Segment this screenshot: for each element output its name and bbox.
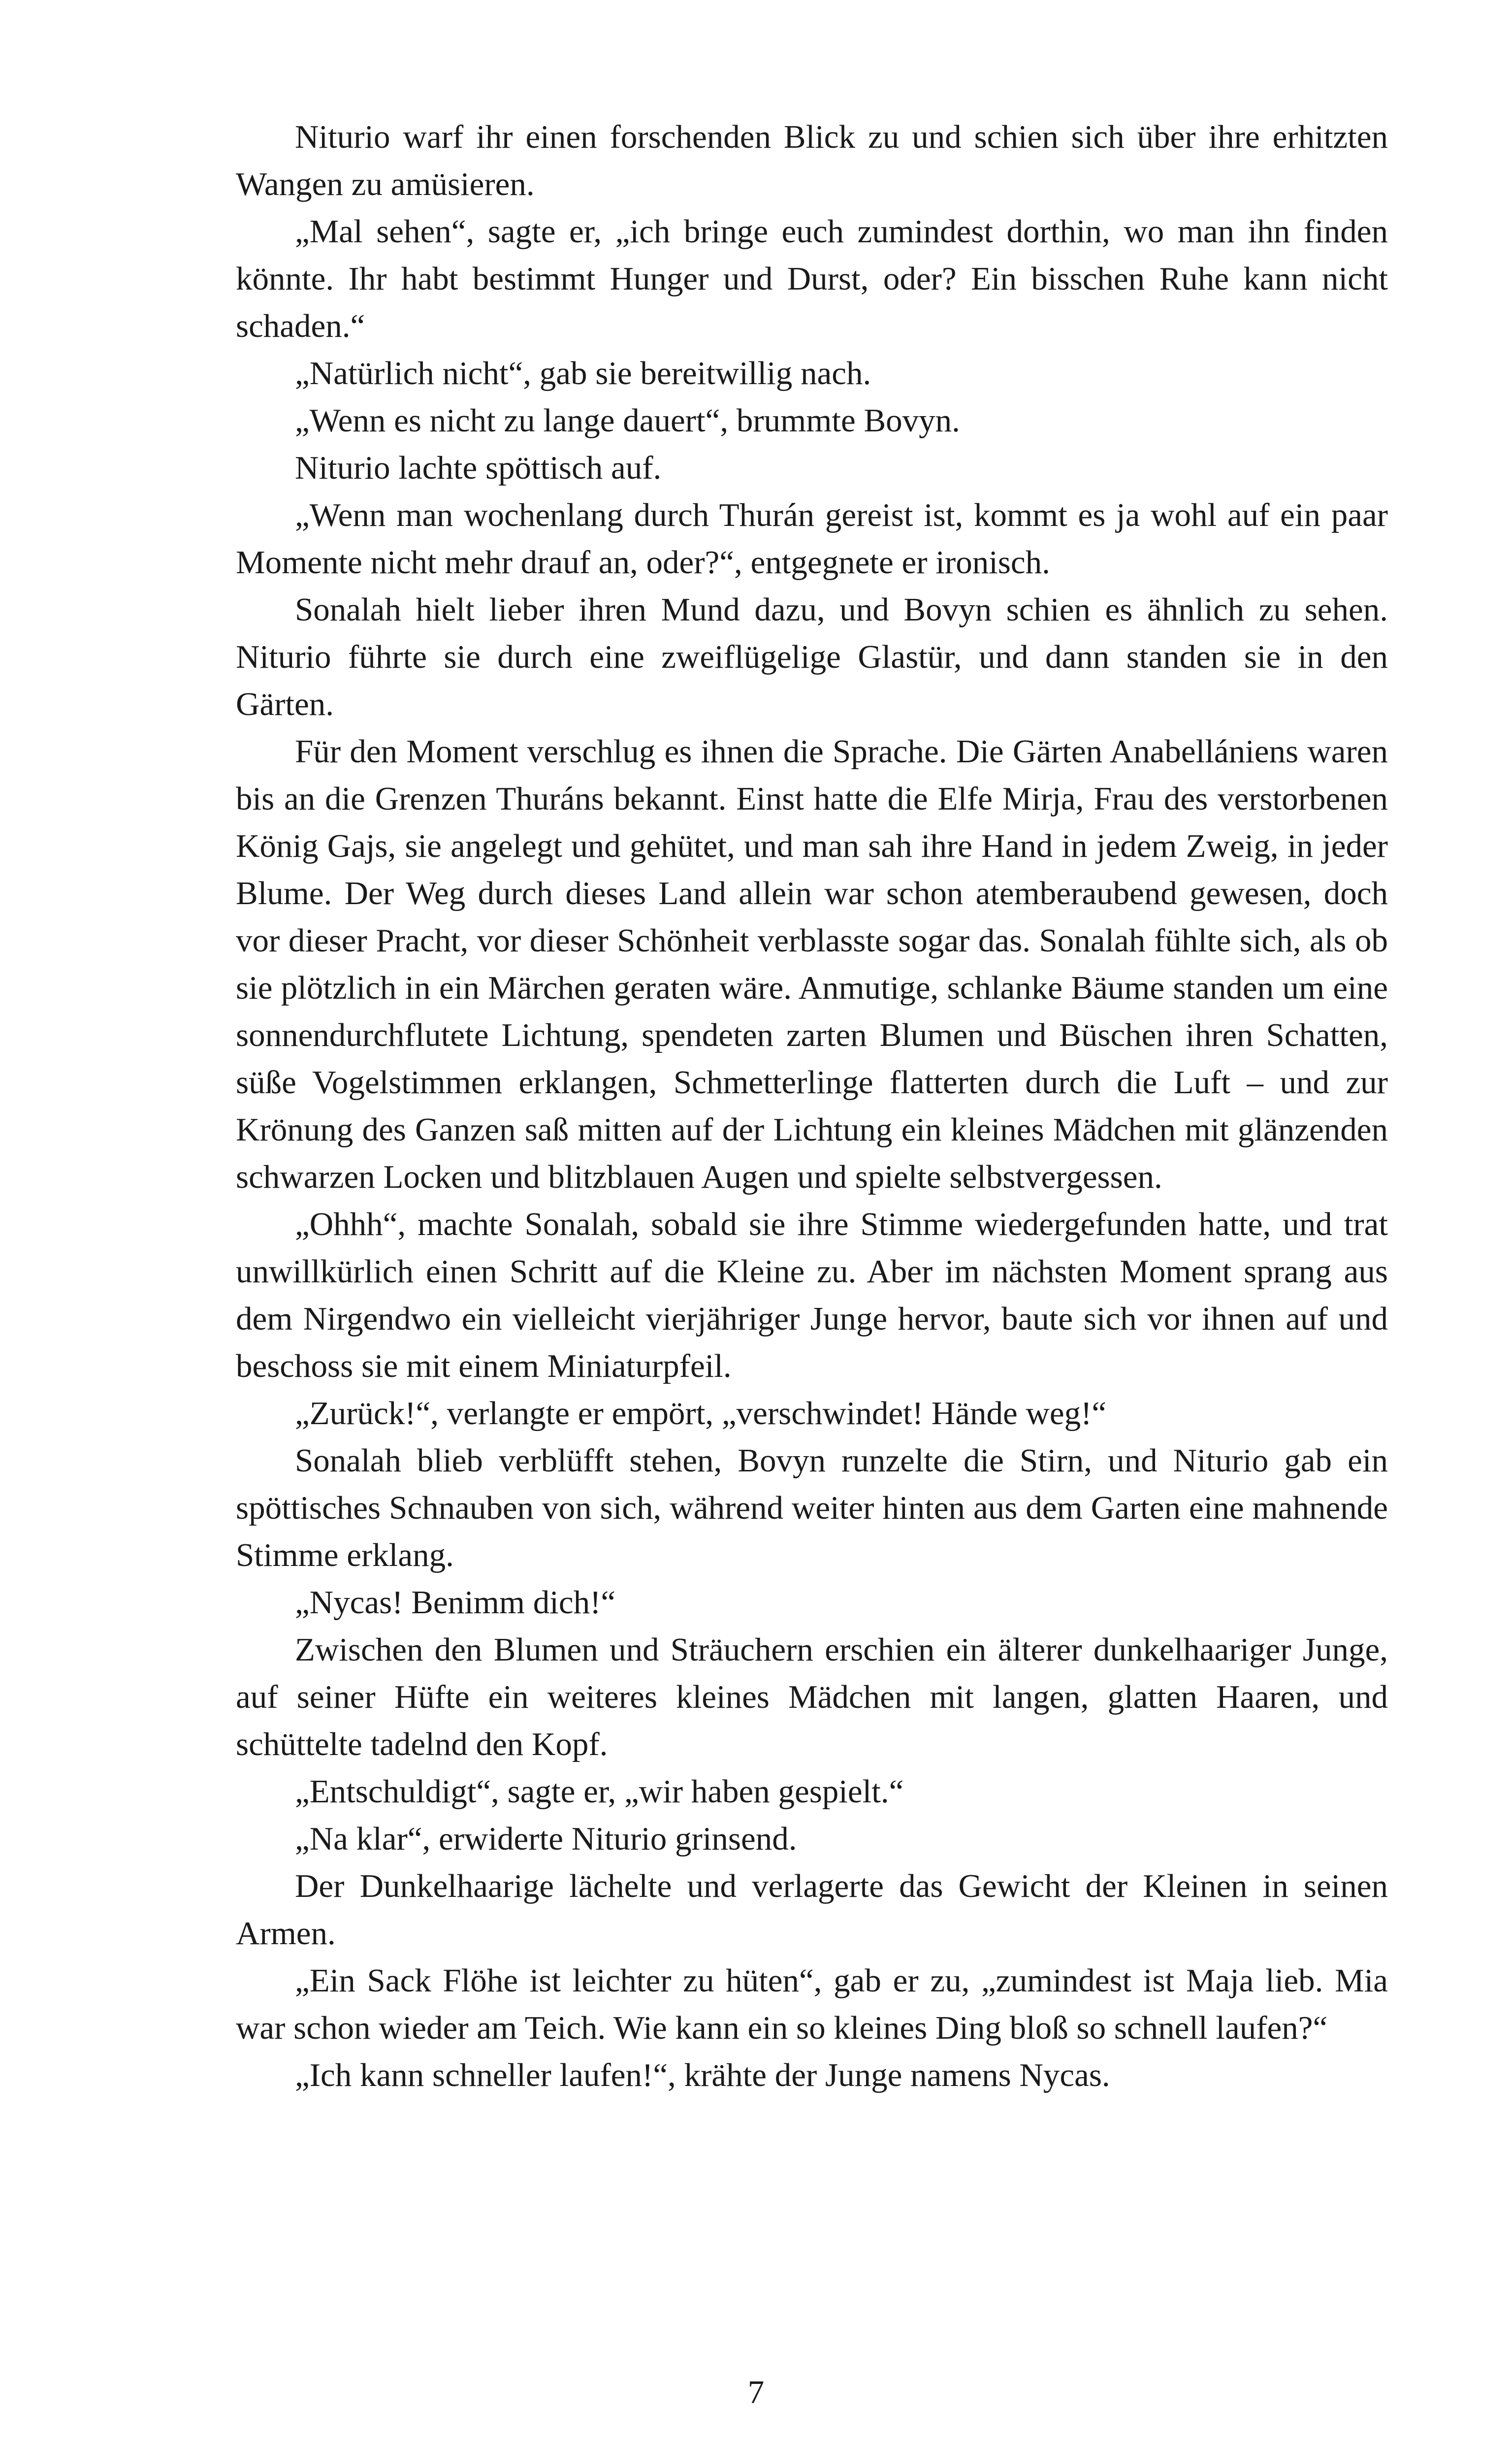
paragraph: Der Dunkelhaarige lächelte und verlagerte das Gewicht der Kleinen in seinen Armen. (236, 1868, 1388, 1952)
paragraph: „Natürlich nicht“, gab sie bereitwillig nach. (295, 355, 871, 391)
paragraph: Niturio lachte spöttisch auf. (295, 450, 662, 486)
paragraph: „Ohhh“, machte Sonalah, sobald sie ihre Stimme wiedergefunden hatte, und trat unwillkürlich einen Schritt auf die Kleine zu. Aber im nächsten Moment sprang aus dem Nirgendwo ein vielleicht vierjähriger Junge hervor, baute sich vor ihnen auf und beschoss sie mit einem Miniaturpfeil. (236, 1206, 1388, 1384)
paragraph: „Ich kann schneller laufen!“, krähte der Junge namens Nycas. (295, 2057, 1110, 2093)
paragraph: „Na klar“, erwiderte Niturio grinsend. (295, 1821, 797, 1857)
paragraph: Niturio warf ihr einen forschenden Blick zu und schien sich über ihre erhitzten Wangen zu amüsieren. (236, 119, 1388, 202)
paragraph: „Nycas! Benimm dich!“ (295, 1584, 616, 1621)
paragraph: Für den Moment verschlug es ihnen die Sprache. Die Gärten Anabellániens waren bis an die Grenzen Thuráns bekannt. Einst hatte die Elfe Mirja, Frau des verstorbenen König Gajs, sie angelegt und gehütet, und man sah ihre Hand in jedem Zweig, in jeder Blume. Der Weg durch dieses Land allein war schon atemberaubend gewesen, doch vor dieser Pracht, vor dieser Schönheit verblasste sogar das. Sonalah fühlte sich, als ob sie plötzlich in ein Märchen geraten wäre. Anmutige, schlanke Bäume standen um eine sonnendurchflutete Lichtung, spendeten zarten Blumen und Büschen ihren Schatten, süße Vogelstimmen erklangen, Schmetterlinge flatterten durch die Luft – und zur Krönung des Ganzen saß mitten auf der Lichtung ein kleines Mädchen mit glänzenden schwarzen Locken und blitzblauen Augen und spielte selbstvergessen. (236, 733, 1388, 1195)
page-number: 7 (747, 2374, 765, 2410)
paragraph: „Mal sehen“, sagte er, „ich bringe euch zumindest dorthin, wo man ihn finden könnte. Ihr habt bestimmt Hunger und Durst, oder? Ein bisschen Ruhe kann nicht schaden.“ (236, 213, 1388, 344)
paragraph: „Zurück!“, verlangte er empört, „verschwindet! Hände weg!“ (295, 1395, 1107, 1432)
paragraph: „Entschuldigt“, sagte er, „wir haben gespielt.“ (295, 1773, 904, 1810)
paragraph: „Wenn man wochenlang durch Thurán gereist ist, kommt es ja wohl auf ein paar Momente nicht mehr drauf an, oder?“, entgegnete er ironisch. (236, 497, 1388, 581)
paragraph: „Wenn es nicht zu lange dauert“, brummte Bovyn. (295, 402, 960, 439)
body-text (236, 113, 1388, 2099)
paragraph: Sonalah blieb verblüfft stehen, Bovyn runzelte die Stirn, und Niturio gab ein spöttisches Schnauben von sich, während weiter hinten aus dem Garten eine mahnende Stimme erklang. (236, 1442, 1388, 1573)
paragraph: „Ein Sack Flöhe ist leichter zu hüten“, gab er zu, „zumindest ist Maja lieb. Mia war schon wieder am Teich. Wie kann ein so kleines Ding bloß so schnell laufen?“ (236, 1962, 1388, 2046)
paragraph: Zwischen den Blumen und Sträuchern erschien ein älterer dunkelhaariger Junge, auf seiner Hüfte ein weiteres kleines Mädchen mit langen, glatten Haaren, und schüttelte tadelnd den Kopf. (236, 1631, 1388, 1762)
paragraph: Sonalah hielt lieber ihren Mund dazu, und Bovyn schien es ähnlich zu sehen. Niturio führte sie durch eine zweiflügelige Glastür, und dann standen sie in den Gärten. (236, 591, 1388, 722)
